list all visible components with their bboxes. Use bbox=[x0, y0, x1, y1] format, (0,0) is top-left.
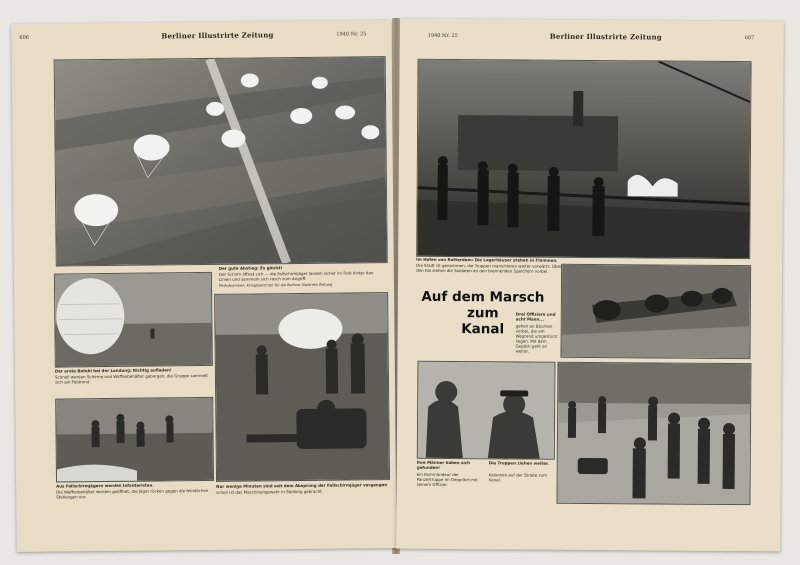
issue-info: 1940 Nr. 25 bbox=[427, 32, 458, 40]
caption-photo3-detail: Nur wenige Minuten sind seit dem Absprung der Fallschirmjäger vergangen bbox=[216, 482, 388, 489]
intro-title: Drei Offiziere und acht Mann... bbox=[515, 311, 556, 322]
caption-photo1-credit: PK-Aufnahmen: Kriegsberichter für die Berliner Illustrirte Zeitung bbox=[218, 282, 333, 288]
caption-photo3-detail: Kolonnen auf der Straße zum Kanal. bbox=[488, 472, 548, 483]
caption-photo2-title: Der erste Befehl bei der Landung: Richtig aufladen! bbox=[54, 367, 172, 374]
parachute-drop-image bbox=[55, 57, 387, 265]
masthead: Berliner Illustrirte Zeitung bbox=[161, 30, 274, 41]
title-line-2: zum bbox=[466, 305, 499, 322]
photo-soldiers-field bbox=[214, 292, 390, 482]
caption-photo1-title: Im Hafen von Rotterdam: Die Lagerhäuser stehen in Flammen. bbox=[416, 256, 558, 263]
right-page bbox=[396, 19, 784, 552]
photo-officers bbox=[417, 361, 556, 460]
caption-photo3-more: schon ist das Maschinengewehr in Stellung gebracht. bbox=[216, 488, 323, 495]
caption-photo2-detail: Schnell werden Schirme und Waffenbehälter geborgen, die Gruppe sammelt sich am Feldrand. bbox=[54, 372, 208, 385]
caption-photo1-detail: Der Schirm öffnet sich — die Fallschirmjäger landen sicher im Feld hinter den Linien und sammeln sich rasch zum Angriff. bbox=[218, 270, 374, 282]
caption-photo4-detail: Die Waffenbehälter werden geöffnet, die Jäger rücken gegen die feindlichen Stellungen vor. bbox=[56, 487, 209, 500]
photo-parachute-drop bbox=[54, 56, 388, 266]
left-page bbox=[11, 20, 397, 552]
photo-burning-harbor bbox=[416, 59, 751, 259]
photo-landing bbox=[54, 272, 213, 368]
caption-photo2-detail: Ein Kommandeur der Panzertruppe im Gespräch mit seinem Offizier. bbox=[416, 471, 478, 488]
caption-photo1-detail: Die Stadt ist genommen, die Truppen marschieren weiter vorwärts. Über den Kai ziehen die Soldaten an den brennenden Speichern vorbei. bbox=[416, 262, 562, 274]
page-number: 607 bbox=[744, 35, 755, 42]
photo-soldiers-trees bbox=[560, 264, 751, 359]
title-line-1: Auf dem Marsch bbox=[421, 288, 545, 306]
caption-photo4-title: Aus Fallschirmjägern werden Infanteristen. bbox=[56, 482, 154, 489]
photo-column-march bbox=[556, 362, 751, 505]
photo-infantry-advance bbox=[55, 397, 214, 483]
issue-info: 1940 Nr. 25 bbox=[336, 31, 367, 38]
caption-photo1-title: Der gute Abstieg: Es glückt! bbox=[218, 265, 283, 271]
caption-photo3-title: Die Truppen ziehen weiter. bbox=[488, 460, 549, 466]
caption-photo2-title: Ihre Männer haben sich gefunden! bbox=[416, 459, 470, 470]
page-number: 606 bbox=[19, 34, 29, 41]
intro-detail: gehen an Bäumen vorbei, die am Wegrand umgestürzt liegen. Mit dem Gepäck geht es weiter. bbox=[515, 323, 558, 354]
masthead: Berliner Illustrirte Zeitung bbox=[549, 31, 662, 42]
title-line-3: Kanal bbox=[461, 321, 505, 338]
